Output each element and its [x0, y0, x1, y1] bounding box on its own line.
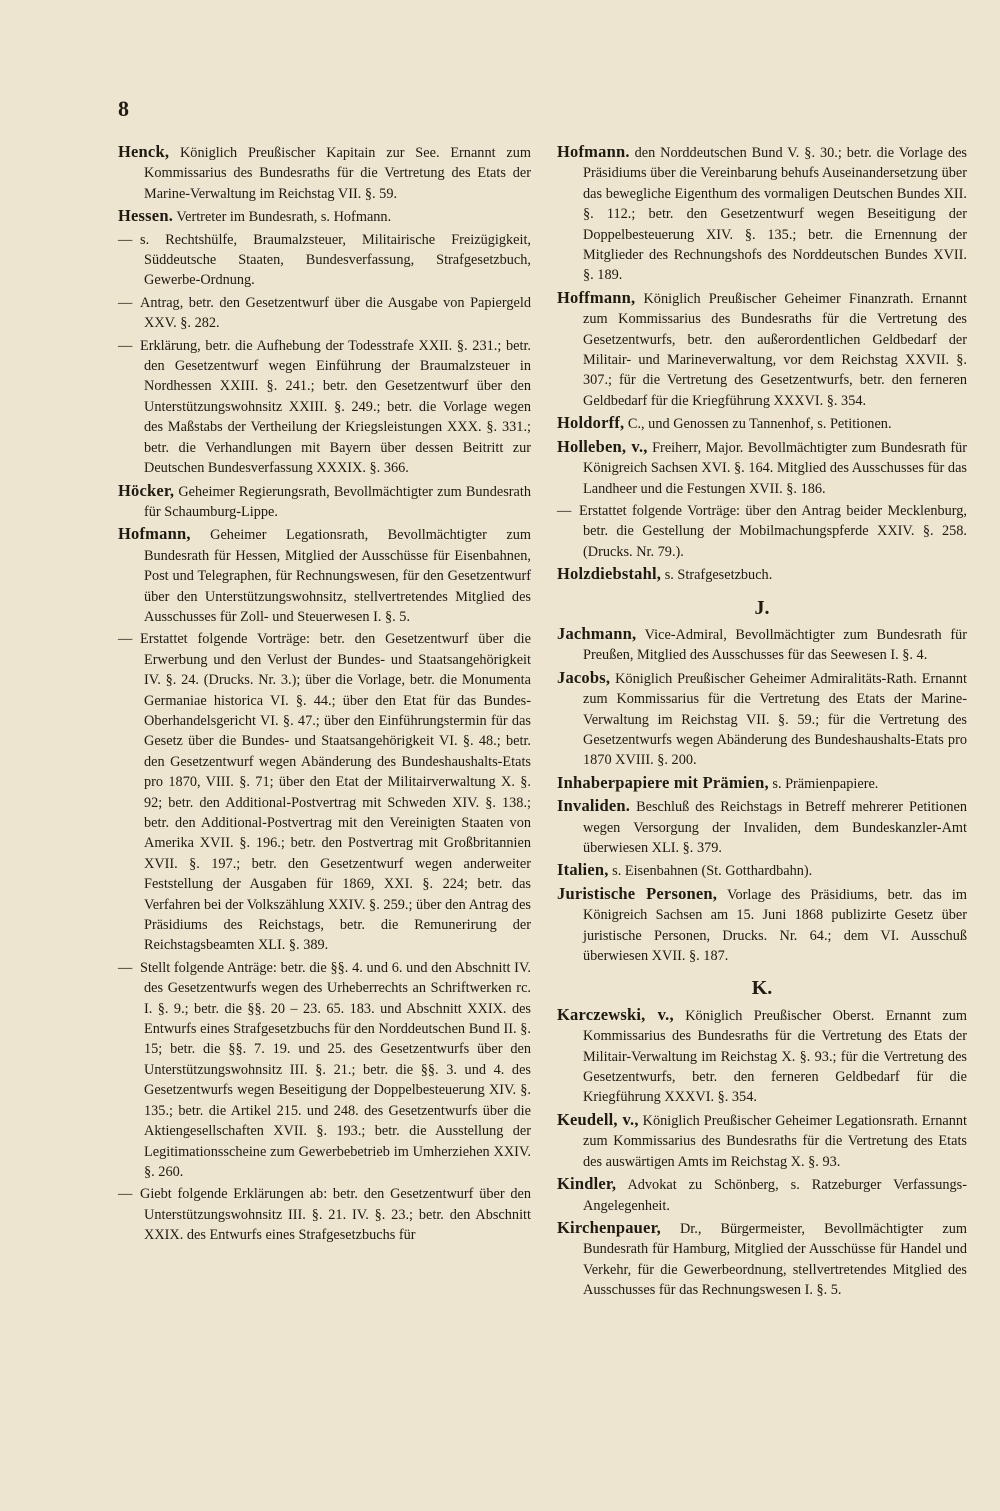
entry-text: C., und Genossen zu Tannenhof, s. Petitionen. [627, 416, 892, 433]
index-subentry [557, 501, 967, 562]
entry-text: Giebt folgende Erklärungen ab: betr. den Gesetzentwurf über den Unterstützungswohnsitz III. §. 21. IV. §. 23.; betr. den Abschnitt XXIX. des Entwurfs eines Strafgesetzbuchs für [140, 1186, 531, 1244]
index-entry [557, 1005, 967, 1108]
index-subentry [118, 1184, 531, 1245]
entry-heading: Hessen. [118, 206, 174, 226]
left-column [118, 142, 531, 1248]
entry-heading: Keudell, v., [557, 1109, 639, 1129]
entry-text: s. Rechtshülfe, Braumalzsteuer, Militairische Freizügigkeit, Süddeutsche Staaten, Bundesverfassung, Strafgesetzbuch, Gewerbe-Ordnung. [140, 231, 531, 289]
entry-heading: Holdorff, [557, 413, 625, 433]
index-entry [557, 796, 967, 858]
entry-heading: Hofmann. [557, 142, 630, 161]
index-entry [557, 1174, 967, 1216]
right-column [557, 142, 967, 1303]
entry-text: s. Eisenbahnen (St. Gotthardbahn). [612, 863, 813, 880]
entry-text: s. Prämienpapiere. [772, 775, 879, 792]
entry-text: Vertreter im Bundesrath, s. Hofmann. [176, 209, 392, 226]
entry-heading: Kirchenpauer, [557, 1217, 661, 1237]
entry-heading: Henck, [118, 142, 170, 161]
entry-text: Geheimer Regierungsrath, Bevollmächtigter zum Bundesrath für Schaumburg-Lippe. [144, 483, 531, 520]
entry-heading: Invaliden. [557, 796, 631, 816]
index-entry [557, 564, 967, 585]
entry-heading: Holleben, v., [557, 436, 648, 456]
entry-text: Königlich Preußischer Oberst. Ernannt zum Kommissarius des Bundesraths für die Vertretung des Etats der Militair-Verwaltung im Reichstag X. §. 93.; für die Vertretung des Gesetzentwurfs, betr. den ferneren Geldbedarf für die Kriegführung XXXVI. §. 354. [583, 1007, 967, 1106]
entry-dash: — [118, 231, 133, 248]
entry-dash: — [118, 294, 133, 311]
index-entry [118, 524, 531, 627]
entry-dash: — [557, 502, 572, 519]
entry-text: Königlich Preußischer Geheimer Admiralitäts-Rath. Ernannt zum Kommissarius für die Vertretung des Etats der Marine-Verwaltung im Reichstag VII. §. 59.; für die Vertretung des Gesetzentwurfs wegen Abänderung des Bundeshaushalts-Etats pro 1870 XVIII. §. 200. [583, 670, 968, 769]
index-entry [557, 1218, 967, 1301]
entry-heading: Hofmann, [118, 524, 191, 544]
entry-text: s. Strafgesetzbuch. [664, 567, 773, 584]
index-entry [557, 884, 967, 967]
entry-heading: Kindler, [557, 1174, 617, 1194]
section-letter: J. [754, 596, 770, 619]
entry-text: Königlich Preußischer Geheimer Legationsrath. Ernannt zum Kommissarius des Bundesraths für die Vertretung des Etats des auswärtigen Amts im Reichstag X. §. 93. [583, 1112, 968, 1170]
entry-text: Königlich Preußischer Kapitain zur See. Ernannt zum Kommissarius des Bundesraths für die Vertretung des Etats der Marine-Verwaltung im Reichstag VII. §. 59. [144, 145, 531, 202]
entry-heading: Holzdiebstahl, [557, 564, 662, 584]
entry-heading: Inhaberpapiere mit Prämien, [557, 772, 769, 792]
entry-text: Erstattet folgende Vorträge: über den Antrag beider Mecklenburg, betr. die Gestellung der Mobilmachungspferde XXIV. §. 258. (Drucks. Nr. 79.). [579, 502, 967, 560]
entry-text: den Norddeutschen Bund V. §. 30.; betr. die Vorlage des Präsidiums über die Vereinbarung behufs Auseinandersetzung über das bewegliche Eigenthum des vormaligen Deutschen Bundes XII. §. 112.; betr. den Gesetzentwurf wegen Beseitigung der Doppelbesteuerung XIV. §. 135.; betr. die Ernennung der Mitglieder des Rechnungshofs des Norddeutschen Bundes XVII. §. 189. [583, 145, 967, 284]
index-entry [557, 1110, 967, 1172]
entry-heading: Jachmann, [557, 623, 637, 643]
entry-text: Vorlage des Präsidiums, betr. das im Königreich Sachsen am 15. Juni 1868 publizirte Gesetz über juristische Personen, Drucks. Nr. 64.; dem VI. Ausschuß überwiesen XVII. §. 187. [583, 886, 967, 965]
entry-heading: Italien, [557, 860, 609, 880]
entry-text: Advokat zu Schönberg, s. Ratzeburger Verfassungs-Angelegenheit. [583, 1177, 967, 1214]
entry-text: Vice-Admiral, Bevollmächtigter zum Bundesrath für Preußen, Mitglied des Ausschusses für das Seewesen I. §. 4. [583, 626, 967, 664]
entry-heading: Höcker, [118, 480, 175, 500]
section-letter: K. [751, 977, 773, 1000]
index-subentry [118, 336, 531, 479]
index-subentry [118, 230, 531, 291]
entry-dash: — [118, 959, 133, 976]
entry-text: Königlich Preußischer Geheimer Finanzrath. Ernannt zum Kommissarius des Bundesraths für die Vertretung des Gesetzentwurfs, betr. den außerordentlichen Geldbedarf der Militair- und Marineverwaltung, vor dem Reichstag XXVII. §. 307.; für die Vertretung des Gesetzentwurfs, betr. den ferneren Geldbedarf für die Kriegführung XXXVI. §. 354. [583, 290, 967, 409]
entry-text: Freiherr, Major. Bevollmächtigter zum Bundesrath für Königreich Sachsen XVI. §. 164. Mitglied des Ausschusses für das Landheer und die Festungen XVII. §. 186. [583, 439, 967, 497]
index-entry [557, 142, 967, 286]
entry-text: Erstattet folgende Vorträge: betr. den Gesetzentwurf über die Erwerbung und den Verlust der Bundes- und Staatsangehörigkeit IV. §. 24. (Drucks. Nr. 3.); über die Vorlage, betr. die Monumenta Germaniae historica VI. §. 44.; über den Etat für das Bundes-Oberhandelsgericht VI. §. 47.; über den Einführungstermin für das Gesetz über die Bundes- und Staatsangehörigkeit VI. §. 48.; betr. den Gesetzentwurf wegen Abänderung des Bundeshaushalts-Etats pro 1870, VIII. §. 71; über den Etat der Militairverwaltung X. §. 92; betr. den Additional-Postvertrag mit Schweden XIV. §. 138.; betr. den Additional-Postvertrag mit den Vereinigten Staaten von Amerika XVII. §. 196.; betr. den Postvertrag mit Großbritannien XVII. §. 197.; betr. den Gesetzentwurf wegen anderweiter Feststellung der Ausgaben für 1869, XXI. §. 224; betr. das Verfahren bei der Volkszählung XXIV. §. 259.; über den Antrag des Präsidiums des Reichstags, betr. die Remunerirung der Reichstagsbeamten XLI. §. 389. [140, 631, 531, 954]
entry-text: Dr., Bürgermeister, Bevollmächtigter zum Bundesrath für Hamburg, Mitglied der Ausschüsse für Handel und Verkehr, für die Gewerbeordnung, stellvertretendes Mitglied des Ausschusses für das Rechnungswesen I. §. 5. [583, 1220, 967, 1299]
index-entry [557, 413, 967, 434]
index-subentry [118, 958, 531, 1182]
index-entry [118, 481, 531, 523]
entry-dash: — [118, 1186, 133, 1203]
entry-text: Erklärung, betr. die Aufhebung der Todesstrafe XXII. §. 231.; betr. den Gesetzentwurf wegen Einführung der Braumalzsteuer in Nordhessen XXIII. §. 241.; betr. den Gesetzentwurf über den Unterstützungswohnsitz XXIII. §. 249.; betr. die Vorlage wegen des Maßstabs der Vertheilung der Kriegsleistungen XXX. §. 331.; betr. die Verhandlungen mit Bayern über dessen Beitritt zur Deutschen Bundesverfassung XXXIX. §. 366. [140, 337, 531, 477]
index-entry [557, 437, 967, 499]
index-entry [557, 288, 967, 411]
index-entry [557, 860, 967, 881]
entry-heading: Karczewski, v., [557, 1004, 674, 1024]
entry-heading: Hoffmann, [557, 287, 636, 307]
index-subentry [118, 629, 531, 956]
entry-dash: — [118, 631, 133, 648]
page-number: 8 [118, 96, 129, 121]
index-entry [118, 206, 531, 227]
index-subentry [118, 293, 531, 334]
index-entry [118, 142, 531, 204]
index-entry [557, 668, 967, 771]
entry-text: Beschluß des Reichstags in Betreff mehrerer Petitionen wegen Versorgung der Invaliden, dem Bundeskanzler-Amt überwiesen XLI. §. 379. [583, 799, 967, 856]
entry-heading: Juristische Personen, [557, 883, 718, 903]
entry-text: Stellt folgende Anträge: betr. die §§. 4. und 6. und den Abschnitt IV. des Gesetzentwurfs wegen des Urheberrechts an Schriftwerken rc. I. §. 9.; betr. die §§. 20 – 23. 65. 183. und Abschnitt XXIX. des Entwurfs eines Strafgesetzbuchs für den Norddeutschen Bund II. §. 15; betr. die §§. 7. 19. und 25. des Gesetzentwurfs über den Unterstützungswohnsitz III. §. 21.; betr. die §§. 3. und 4. des Gesetzentwurfs wegen Beseitigung der Doppelbesteuerung XIV. §. 135.; betr. die Artikel 215. und 248. des Gesetzentwurfs über die Aktiengesellschaften XVII. §. 193.; betr. die Ausstellung der Legitimationsscheine zum Gewerbebetrieb im Umherziehen XXIV. §. 260. [140, 959, 531, 1180]
entry-dash: — [118, 337, 133, 354]
entry-text: Geheimer Legationsrath, Bevollmächtigter zum Bundesrath für Hessen, Mitglied der Ausschüsse für Eisenbahnen, Post und Telegraphen, für Rechnungswesen, für den Gesetzentwurf über den Unterstützungswohnsitz, stellvertretendes Mitglied des Ausschusses für Zoll- und Steuerwesen I. §. 5. [144, 527, 531, 625]
index-entry [557, 773, 967, 794]
entry-heading: Jacobs, [557, 667, 611, 687]
entry-text: Antrag, betr. den Gesetzentwurf über die Ausgabe von Papiergeld XXV. §. 282. [140, 294, 531, 332]
index-entry [557, 624, 967, 666]
